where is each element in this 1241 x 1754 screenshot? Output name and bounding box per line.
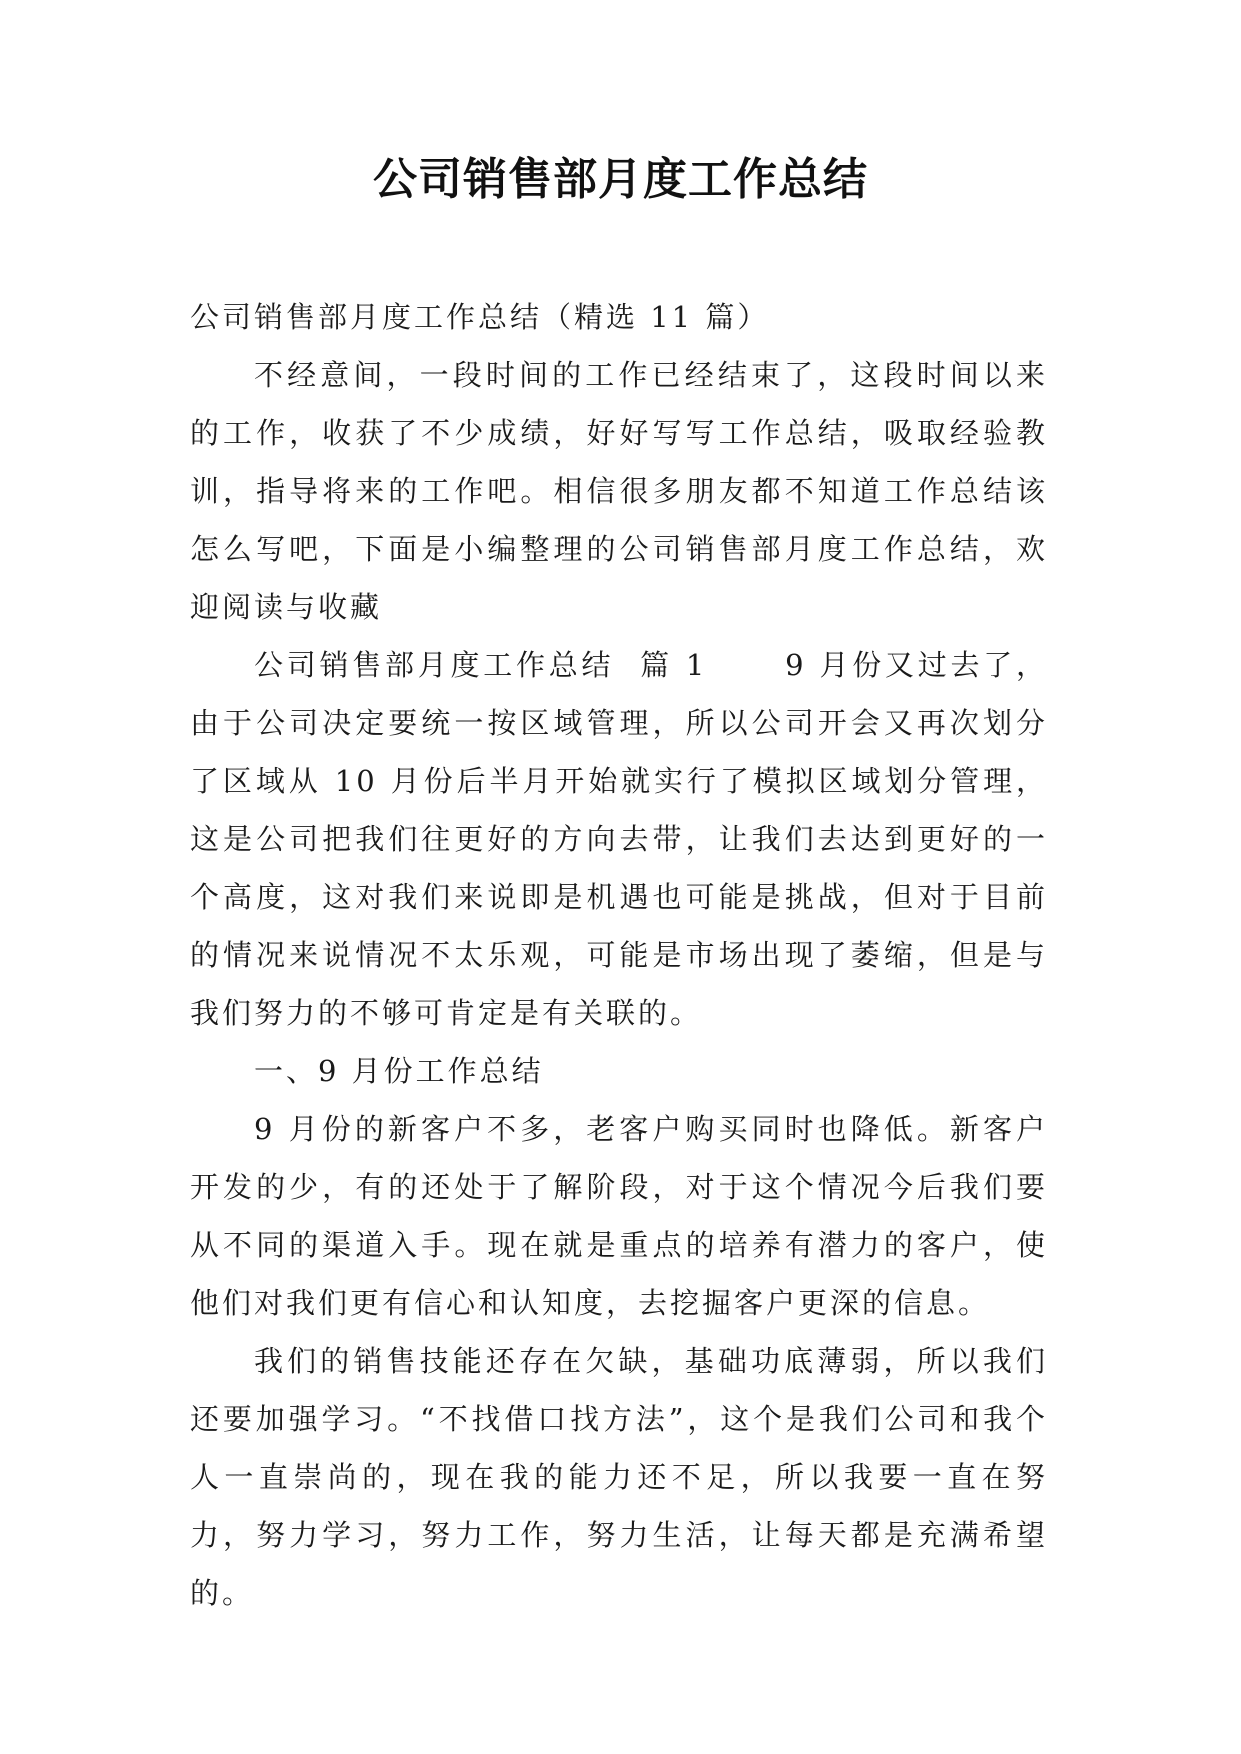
document-subtitle: 公司销售部月度工作总结（精选 11 篇） [190,300,770,334]
document-title: 公司销售部月度工作总结 [373,154,868,205]
paragraph-intro: 不经意间，一段时间的工作已经结束了，这段时间以来的工作，收获了不少成绩，好好写写工作总结，吸取经验教训，指导将来的工作吧。相信很多朋友都不知道工作总结该怎么写吧，下面是小编整理的公司销售部月度工作总结，欢迎阅读与收藏 [190,358,1048,624]
section-heading-september: 一、9 月份工作总结 [254,1054,544,1088]
paragraph-new-customers: 9 月份的新客户不多，老客户购买同时也降低。新客户开发的少，有的还处于了解阶段，对于这个情况今后我们要从不同的渠道入手。现在就是重点的培养有潜力的客户，使他们对我们更有信心和认知度，去挖掘客户更深的信息。 [190,1112,1048,1320]
paragraph-sales-skills: 我们的销售技能还存在欠缺，基础功底薄弱，所以我们还要加强学习。“不找借口找方法”，这个是我们公司和我个人一直崇尚的，现在我的能力还不足，所以我要一直在努力，努力学习，努力工作，努力生活，让每天都是充满希望的。 [190,1344,1048,1610]
document-body [190,288,1048,1622]
paragraph-article-1: 公司销售部月度工作总结 篇 1 9 月份又过去了，由于公司决定要统一按区域管理，所以公司开会又再次划分了区域从 10 月份后半月开始就实行了模拟区域划分管理，这是公司把我们往更好的方向去带，让我们去达到更好的一个高度，这对我们来说即是机遇也可能是挑战，但对于目前的情况来说情况不太乐观，可能是市场出现了萎缩，但是与我们努力的不够可肯定是有关联的。 [190,648,1048,1030]
